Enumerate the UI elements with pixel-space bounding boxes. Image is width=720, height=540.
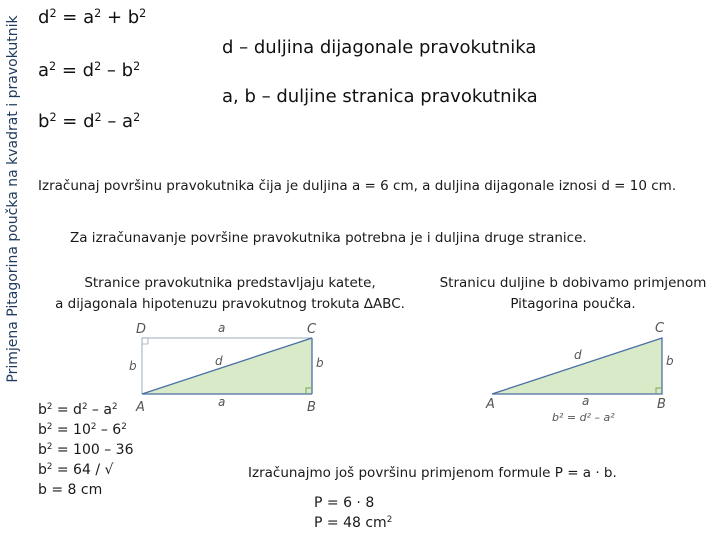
hint-text: Za izračunavanje površine pravokutnika potrebna je i duljina druge stranice. <box>70 230 587 246</box>
right-triangle <box>492 338 662 394</box>
vertex-d-label: D <box>136 322 147 337</box>
area-intro: Izračunajmo još površinu primjenom formule P = a · b. <box>248 465 617 481</box>
legend-sides: a, b – duljine stranica pravokutnika <box>222 86 538 107</box>
rectangle-diagram <box>120 315 330 415</box>
calc-step: $b^2 = 64$ / √ <box>38 462 114 478</box>
calc-step: $b^2 = d^2 - a^2$ <box>38 402 118 418</box>
formula-side-b: $b^2 = d^2 - a^2$ <box>38 110 141 132</box>
side-label-top-a: a <box>218 321 226 335</box>
side-title-text: Primjena Pitagorina poučka na kvadrat i pravokutnik <box>5 15 21 383</box>
side-label-left-b: b <box>129 359 137 373</box>
side-label-right-b: b <box>316 356 324 370</box>
right-angle-marker-d <box>142 338 148 344</box>
diagonal-label-d: d <box>215 354 223 368</box>
method-explanation: Stranicu duljine b dobivamo primjenom Pitagorina poučka. <box>439 275 707 312</box>
leg-label-b: b <box>666 354 674 368</box>
vertex-b-label: B <box>307 400 316 415</box>
triangle-diagram <box>470 315 700 425</box>
vertex-c-label: C <box>655 321 665 336</box>
vertex-c-label: C <box>307 322 317 337</box>
hypotenuse-label-d: d <box>574 348 582 362</box>
legend-diagonal: d – duljina dijagonale pravokutnika <box>222 37 537 58</box>
formula-diagonal: $d^2 = a^2 + b^2$ <box>38 6 147 28</box>
area-calc: P = 6 · 8 <box>314 495 375 511</box>
vertex-a-label: A <box>136 400 145 415</box>
area-result: P = 48 $cm^2$ <box>314 515 393 531</box>
vertex-a-label: A <box>486 397 495 412</box>
formula-side-a: $a^2 = d^2 - b^2$ <box>38 59 141 81</box>
calc-step: $b^2 = 100 - 36$ <box>38 442 134 458</box>
triangle-formula: b² = d² – a² <box>552 411 615 424</box>
calc-step: $b^2 = 10^2 - 6^2$ <box>38 422 127 438</box>
calc-step: b = 8 cm <box>38 482 103 498</box>
side-label-bottom-a: a <box>218 395 226 409</box>
task-text: Izračunaj površinu pravokutnika čija je duljina a = 6 cm, a duljina dijagonale iznosi d = 10 cm. <box>38 178 677 194</box>
leg-label-a: a <box>582 394 590 408</box>
vertex-b-label: B <box>657 397 666 412</box>
side-title <box>0 0 26 398</box>
sides-explanation: Stranice pravokutnika predstavljaju katete, a dijagonala hipotenuzu pravokutnog trokuta ∆ABC. <box>55 275 405 312</box>
calculation-steps <box>38 400 134 500</box>
